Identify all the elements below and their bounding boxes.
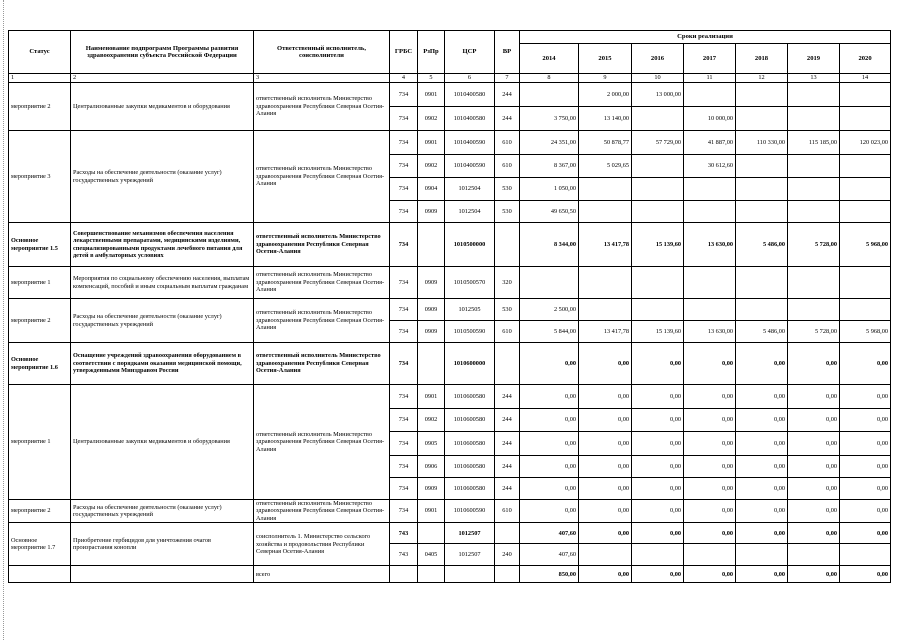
value-cell (684, 178, 736, 201)
rzpr-cell: 0909 (418, 267, 445, 299)
value-cell: 407,60 (520, 523, 579, 544)
csr-cell: 1010600580 (445, 409, 495, 432)
rzpr-cell (418, 223, 445, 267)
value-cell (736, 178, 788, 201)
value-cell: 0,00 (579, 523, 632, 544)
table-row (9, 299, 891, 321)
header-status: Статус (9, 31, 71, 74)
csr-cell (445, 566, 495, 583)
value-cell (684, 201, 736, 223)
table-row (9, 267, 891, 299)
grbs-cell: 734 (390, 385, 418, 409)
grbs-cell: 734 (390, 155, 418, 178)
table-row (9, 343, 891, 385)
grbs-cell: 734 (390, 500, 418, 523)
column-index: 12 (736, 74, 788, 83)
status-cell: мероприятие 2 (9, 500, 71, 523)
document-page (8, 30, 890, 583)
value-cell (736, 83, 788, 107)
value-cell: 41 887,00 (684, 131, 736, 155)
header-executor: Ответственный исполнитель, соисполнители (254, 31, 390, 74)
csr-cell: 1012505 (445, 299, 495, 321)
value-cell: 2 500,00 (520, 299, 579, 321)
rzpr-cell: 0901 (418, 385, 445, 409)
csr-cell: 1010400580 (445, 83, 495, 107)
csr-cell: 1010400580 (445, 107, 495, 131)
value-cell: 0,00 (840, 500, 891, 523)
rzpr-cell: 0906 (418, 456, 445, 478)
value-cell: 0,00 (579, 456, 632, 478)
value-cell (840, 83, 891, 107)
value-cell: 0,00 (520, 385, 579, 409)
value-cell (632, 544, 684, 566)
value-cell: 0,00 (520, 343, 579, 385)
value-cell: 0,00 (632, 343, 684, 385)
table-row (9, 500, 891, 523)
csr-cell: 1010500570 (445, 267, 495, 299)
value-cell: 5 968,00 (840, 321, 891, 343)
value-cell: 0,00 (788, 343, 840, 385)
name-cell (71, 566, 254, 583)
grbs-cell: 734 (390, 299, 418, 321)
vr-cell: 244 (495, 107, 520, 131)
vr-cell: 244 (495, 409, 520, 432)
value-cell: 30 612,60 (684, 155, 736, 178)
value-cell (579, 544, 632, 566)
status-cell: мероприятие 2 (9, 83, 71, 131)
value-cell: 15 139,60 (632, 223, 684, 267)
grbs-cell: 734 (390, 409, 418, 432)
name-cell: Оснащение учреждений здравоохранения оборудованием в соответствии с порядками оказания медицинской помощи, утвержденными Минздравом России (71, 343, 254, 385)
value-cell: 0,00 (788, 456, 840, 478)
value-cell: 8 367,00 (520, 155, 579, 178)
header-grbs: ГРБС (390, 31, 418, 74)
value-cell: 115 185,00 (788, 131, 840, 155)
rzpr-cell: 0901 (418, 83, 445, 107)
value-cell: 0,00 (736, 566, 788, 583)
rzpr-cell: 0909 (418, 321, 445, 343)
rzpr-cell: 0909 (418, 299, 445, 321)
value-cell (788, 107, 840, 131)
column-index: 14 (840, 74, 891, 83)
grbs-cell (390, 566, 418, 583)
value-cell: 13 630,00 (684, 223, 736, 267)
value-cell (788, 155, 840, 178)
vr-cell: 610 (495, 500, 520, 523)
executor-cell: ответственный исполнитель Министерство здравоохранения Республики Северная Осетия-Алания (254, 343, 390, 385)
value-cell (788, 267, 840, 299)
vr-cell (495, 566, 520, 583)
value-cell: 13 417,78 (579, 321, 632, 343)
value-cell: 0,00 (579, 343, 632, 385)
column-index: 13 (788, 74, 840, 83)
value-cell (520, 267, 579, 299)
header-year: 2020 (840, 44, 891, 74)
header-vr: ВР (495, 31, 520, 74)
executor-cell: ответственный исполнитель Министерство здравоохранения Республики Северная Осетия-Алания (254, 267, 390, 299)
column-index: 2 (71, 74, 254, 83)
column-index: 4 (390, 74, 418, 83)
header-name: Наименование подпрограмм Программы развития здравоохранения субъекта Российской Федерации (71, 31, 254, 74)
status-cell (9, 566, 71, 583)
status-cell: мероприятие 3 (9, 131, 71, 223)
rzpr-cell: 0405 (418, 544, 445, 566)
value-cell (684, 544, 736, 566)
value-cell (788, 544, 840, 566)
value-cell: 0,00 (520, 478, 579, 500)
value-cell: 0,00 (736, 343, 788, 385)
value-cell: 0,00 (632, 478, 684, 500)
value-cell: 13 417,78 (579, 223, 632, 267)
value-cell (684, 83, 736, 107)
value-cell: 13 140,00 (579, 107, 632, 131)
csr-cell: 1012504 (445, 201, 495, 223)
value-cell: 0,00 (736, 409, 788, 432)
csr-cell: 1010400590 (445, 155, 495, 178)
value-cell: 0,00 (788, 385, 840, 409)
value-cell (632, 107, 684, 131)
header-year: 2015 (579, 44, 632, 74)
value-cell: 0,00 (684, 409, 736, 432)
value-cell: 0,00 (684, 566, 736, 583)
table-row (9, 83, 891, 107)
value-cell (579, 178, 632, 201)
value-cell (632, 201, 684, 223)
rzpr-cell (418, 523, 445, 544)
vr-cell: 240 (495, 544, 520, 566)
header-csr: ЦСР (445, 31, 495, 74)
table-row (9, 223, 891, 267)
csr-cell: 1010400590 (445, 131, 495, 155)
rzpr-cell: 0909 (418, 478, 445, 500)
executor-cell: соисполнитель 1. Министерство сельского хозяйства и продовольствия Республики Северная Осетия-Алания (254, 523, 390, 566)
value-cell: 0,00 (579, 500, 632, 523)
name-cell: Совершенствование механизмов обеспечения населения лекарственными препаратами, медицинскими изделиями, специализированными продуктами лечебного питания для детей в амбулаторных условиях (71, 223, 254, 267)
column-index: 7 (495, 74, 520, 83)
value-cell: 0,00 (632, 409, 684, 432)
executor-cell: ответственный исполнитель Министерство здравоохранения Республики Северная Осетия-Алания (254, 223, 390, 267)
name-cell: Расходы на обеспечение деятельности (оказание услуг) государственных учреждений (71, 299, 254, 343)
value-cell (840, 155, 891, 178)
csr-cell: 1010600580 (445, 478, 495, 500)
vr-cell: 244 (495, 432, 520, 456)
value-cell: 15 139,60 (632, 321, 684, 343)
rzpr-cell: 0902 (418, 155, 445, 178)
value-cell (632, 267, 684, 299)
value-cell: 0,00 (632, 432, 684, 456)
value-cell: 0,00 (579, 432, 632, 456)
value-cell (736, 267, 788, 299)
value-cell (840, 267, 891, 299)
value-cell: 5 844,00 (520, 321, 579, 343)
value-cell (840, 544, 891, 566)
grbs-cell: 734 (390, 201, 418, 223)
value-cell: 0,00 (579, 385, 632, 409)
vr-cell: 320 (495, 267, 520, 299)
vr-cell: 244 (495, 478, 520, 500)
csr-cell: 1010500590 (445, 321, 495, 343)
name-cell: Мероприятия по социальному обеспечению населения, выплатам компенсаций, пособий и иным социальным выплатам гражданам (71, 267, 254, 299)
executor-cell: ответственный исполнитель Министерство здравоохранения Республики Северная Осетия-Алания (254, 83, 390, 131)
value-cell: 0,00 (840, 523, 891, 544)
grbs-cell: 734 (390, 321, 418, 343)
value-cell (736, 201, 788, 223)
value-cell (840, 201, 891, 223)
value-cell: 5 728,00 (788, 321, 840, 343)
column-index: 11 (684, 74, 736, 83)
table-row (9, 523, 891, 544)
grbs-cell: 734 (390, 83, 418, 107)
value-cell: 0,00 (579, 566, 632, 583)
value-cell (788, 201, 840, 223)
value-cell: 0,00 (840, 343, 891, 385)
rzpr-cell: 0901 (418, 500, 445, 523)
value-cell: 10 000,00 (684, 107, 736, 131)
value-cell: 0,00 (684, 432, 736, 456)
table-row (9, 566, 891, 583)
csr-cell: 1010600000 (445, 343, 495, 385)
value-cell: 0,00 (684, 500, 736, 523)
status-cell: Основное мероприятие 1.5 (9, 223, 71, 267)
csr-cell: 1010500000 (445, 223, 495, 267)
value-cell (736, 155, 788, 178)
value-cell: 0,00 (684, 523, 736, 544)
value-cell: 407,60 (520, 544, 579, 566)
status-cell: Основное мероприятие 1.6 (9, 343, 71, 385)
value-cell: 5 029,65 (579, 155, 632, 178)
executor-cell: ответственный исполнитель Министерство здравоохранения Республики Северная Осетия-Алания (254, 500, 390, 523)
column-index: 10 (632, 74, 684, 83)
csr-cell: 1010600580 (445, 385, 495, 409)
name-cell: Расходы на обеспечение деятельности (оказание услуг) государственных учреждений (71, 131, 254, 223)
header-year: 2019 (788, 44, 840, 74)
grbs-cell: 743 (390, 523, 418, 544)
value-cell: 0,00 (840, 432, 891, 456)
rzpr-cell (418, 566, 445, 583)
value-cell: 0,00 (840, 409, 891, 432)
value-cell: 0,00 (684, 478, 736, 500)
value-cell: 0,00 (840, 456, 891, 478)
value-cell: 0,00 (684, 343, 736, 385)
value-cell: 0,00 (788, 523, 840, 544)
csr-cell: 1012504 (445, 178, 495, 201)
rzpr-cell: 0902 (418, 409, 445, 432)
grbs-cell: 734 (390, 343, 418, 385)
column-index: 6 (445, 74, 495, 83)
csr-cell: 1010600590 (445, 500, 495, 523)
status-cell: мероприятие 2 (9, 299, 71, 343)
value-cell: 5 728,00 (788, 223, 840, 267)
value-cell: 13 000,00 (632, 83, 684, 107)
status-cell: мероприятие 1 (9, 267, 71, 299)
status-cell: мероприятие 1 (9, 385, 71, 500)
value-cell (684, 299, 736, 321)
name-cell: Централизованные закупки медикаментов и оборудования (71, 385, 254, 500)
csr-cell: 1010600580 (445, 432, 495, 456)
table-row (9, 131, 891, 155)
header-rzpr: РзПр (418, 31, 445, 74)
value-cell: 0,00 (632, 500, 684, 523)
value-cell: 0,00 (520, 409, 579, 432)
value-cell (579, 299, 632, 321)
rzpr-cell: 0904 (418, 178, 445, 201)
executor-cell: ответственный исполнитель Министерство здравоохранения Республики Северная Осетия-Алания (254, 299, 390, 343)
grbs-cell: 734 (390, 178, 418, 201)
value-cell: 0,00 (788, 478, 840, 500)
csr-cell: 1012507 (445, 544, 495, 566)
value-cell (788, 83, 840, 107)
header-year: 2018 (736, 44, 788, 74)
value-cell (840, 299, 891, 321)
value-cell: 0,00 (520, 432, 579, 456)
value-cell: 1 050,00 (520, 178, 579, 201)
value-cell (579, 267, 632, 299)
header-year: 2016 (632, 44, 684, 74)
value-cell: 0,00 (840, 566, 891, 583)
value-cell: 0,00 (632, 566, 684, 583)
executor-cell: ответственный исполнитель Министерство здравоохранения Республики Северная Осетия-Алания (254, 385, 390, 500)
grbs-cell: 734 (390, 131, 418, 155)
value-cell (684, 267, 736, 299)
table-row (9, 385, 891, 409)
csr-cell: 1010600580 (445, 456, 495, 478)
header-year: 2017 (684, 44, 736, 74)
value-cell: 0,00 (520, 456, 579, 478)
value-cell: 13 630,00 (684, 321, 736, 343)
value-cell: 0,00 (788, 500, 840, 523)
executor-cell: ответственный исполнитель Министерство здравоохранения Республики Северная Осетия-Алания (254, 131, 390, 223)
value-cell (840, 107, 891, 131)
value-cell (788, 299, 840, 321)
column-index: 8 (520, 74, 579, 83)
value-cell (736, 299, 788, 321)
name-cell: Расходы на обеспечение деятельности (оказание услуг) государственных учреждений (71, 500, 254, 523)
executor-cell: всего (254, 566, 390, 583)
column-index: 1 (9, 74, 71, 83)
value-cell (788, 178, 840, 201)
value-cell: 0,00 (579, 478, 632, 500)
program-table (8, 30, 891, 583)
vr-cell (495, 523, 520, 544)
value-cell (632, 155, 684, 178)
vr-cell: 530 (495, 201, 520, 223)
value-cell: 5 968,00 (840, 223, 891, 267)
value-cell: 24 351,00 (520, 131, 579, 155)
header-terms: Сроки реализации (520, 31, 891, 44)
status-cell: Основное мероприятие 1.7 (9, 523, 71, 566)
rzpr-cell: 0901 (418, 131, 445, 155)
value-cell: 0,00 (736, 432, 788, 456)
value-cell: 0,00 (788, 566, 840, 583)
value-cell: 57 729,00 (632, 131, 684, 155)
value-cell: 0,00 (788, 409, 840, 432)
value-cell: 0,00 (840, 478, 891, 500)
vr-cell: 610 (495, 321, 520, 343)
rzpr-cell: 0902 (418, 107, 445, 131)
value-cell: 0,00 (684, 385, 736, 409)
value-cell: 0,00 (736, 500, 788, 523)
value-cell (579, 201, 632, 223)
grbs-cell: 734 (390, 107, 418, 131)
value-cell (520, 83, 579, 107)
value-cell: 110 330,00 (736, 131, 788, 155)
vr-cell: 244 (495, 385, 520, 409)
value-cell: 0,00 (736, 478, 788, 500)
value-cell: 0,00 (579, 409, 632, 432)
value-cell: 5 486,00 (736, 223, 788, 267)
value-cell: 3 750,00 (520, 107, 579, 131)
value-cell: 8 344,00 (520, 223, 579, 267)
value-cell: 0,00 (788, 432, 840, 456)
csr-cell: 1012507 (445, 523, 495, 544)
vr-cell (495, 223, 520, 267)
value-cell: 120 023,00 (840, 131, 891, 155)
vr-cell: 530 (495, 299, 520, 321)
grbs-cell: 734 (390, 478, 418, 500)
vr-cell: 244 (495, 456, 520, 478)
vr-cell: 610 (495, 155, 520, 178)
column-index: 3 (254, 74, 390, 83)
name-cell: Централизованные закупки медикаментов и оборудования (71, 83, 254, 131)
page-edge (0, 0, 4, 640)
value-cell: 2 000,00 (579, 83, 632, 107)
vr-cell: 610 (495, 131, 520, 155)
value-cell: 49 650,50 (520, 201, 579, 223)
value-cell: 0,00 (632, 385, 684, 409)
column-index: 9 (579, 74, 632, 83)
value-cell: 0,00 (736, 523, 788, 544)
value-cell: 0,00 (520, 500, 579, 523)
value-cell: 850,00 (520, 566, 579, 583)
value-cell: 50 878,77 (579, 131, 632, 155)
value-cell (840, 178, 891, 201)
grbs-cell: 734 (390, 223, 418, 267)
value-cell (632, 299, 684, 321)
grbs-cell: 734 (390, 456, 418, 478)
column-index: 5 (418, 74, 445, 83)
rzpr-cell: 0905 (418, 432, 445, 456)
vr-cell: 530 (495, 178, 520, 201)
rzpr-cell (418, 343, 445, 385)
value-cell: 0,00 (632, 523, 684, 544)
value-cell: 0,00 (684, 456, 736, 478)
header-year: 2014 (520, 44, 579, 74)
grbs-cell: 743 (390, 544, 418, 566)
value-cell: 5 486,00 (736, 321, 788, 343)
vr-cell: 244 (495, 83, 520, 107)
value-cell (632, 178, 684, 201)
value-cell: 0,00 (736, 456, 788, 478)
vr-cell (495, 343, 520, 385)
value-cell: 0,00 (632, 456, 684, 478)
name-cell: Приобретение гербицидов для уничтожения очагов произрастания конопли (71, 523, 254, 566)
value-cell (736, 107, 788, 131)
grbs-cell: 734 (390, 432, 418, 456)
value-cell: 0,00 (736, 385, 788, 409)
grbs-cell: 734 (390, 267, 418, 299)
value-cell: 0,00 (840, 385, 891, 409)
rzpr-cell: 0909 (418, 201, 445, 223)
value-cell (736, 544, 788, 566)
